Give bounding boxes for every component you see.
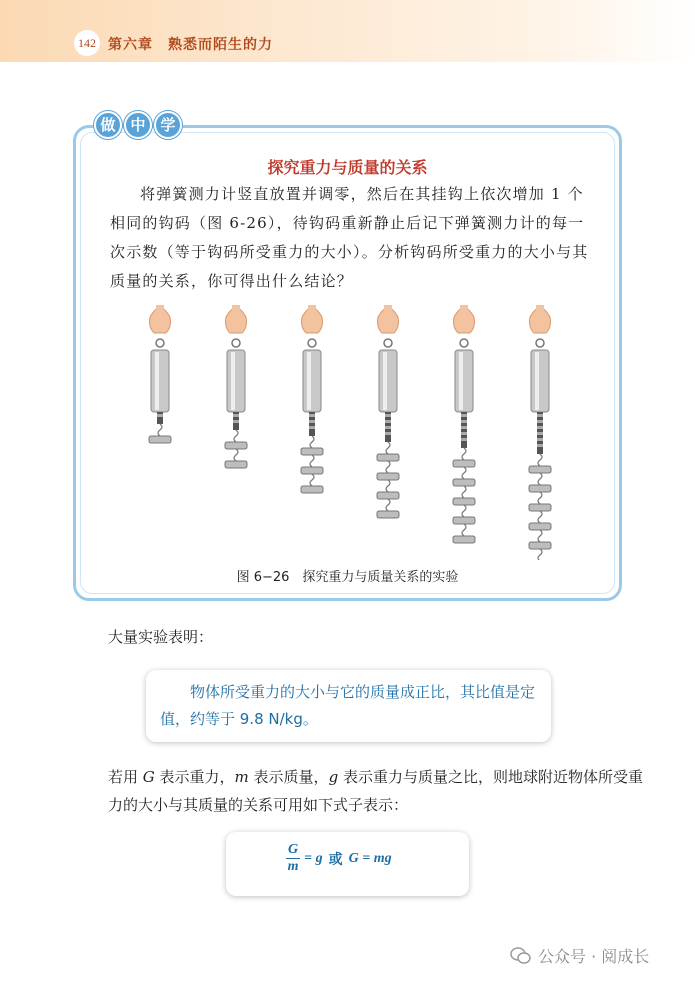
spring-scale: [453, 305, 475, 543]
spring-scale: [149, 305, 171, 443]
spring-scale-figure: [140, 305, 570, 560]
watermark: 公众号 · 阅成长: [510, 944, 649, 967]
activity-title: 探究重力与质量的关系: [267, 158, 428, 177]
paragraph: 大量实验表明：: [108, 628, 214, 646]
wechat-icon: [510, 947, 532, 965]
weight: [529, 485, 551, 492]
page-header: [0, 0, 695, 62]
weight: [453, 498, 475, 505]
weight: [301, 486, 323, 493]
weight: [225, 461, 247, 468]
paragraph: 若用 G 表示重力，m 表示质量，g 表示重力与质量之比，则地球附近物体所受重力的大小与其质量的关系可用如下式子表示：: [108, 768, 643, 814]
page-number: 142: [74, 30, 100, 56]
formula-box: [226, 832, 469, 896]
weight: [377, 473, 399, 480]
spring-scale: [377, 305, 399, 518]
chapter-title: 第六章 熟悉而陌生的力: [108, 37, 273, 53]
weight: [529, 504, 551, 511]
weight: [377, 511, 399, 518]
figure-caption: 图 6−26 探究重力与质量关系的实验: [236, 570, 459, 585]
weight: [377, 454, 399, 461]
weight: [529, 542, 551, 549]
badge-char: 做: [94, 111, 122, 139]
activity-badge: [94, 111, 182, 139]
weight: [225, 442, 247, 449]
weight: [453, 517, 475, 524]
conclusion-box: [146, 670, 551, 742]
badge-char: 中: [124, 111, 152, 139]
weight: [529, 466, 551, 473]
weight: [377, 492, 399, 499]
spring-scale: [301, 305, 323, 493]
spring-scale: [225, 305, 247, 468]
weight: [453, 536, 475, 543]
fraction: $\frac{G}{m}$: [287, 842, 299, 874]
activity-text: 将弹簧测力计竖直放置并调零，然后在其挂钩上依次增加 1 个相同的钩码（图 6-26），待钩码重新静止后记下弹簧测力计的每一次示数（等于钩码所受重力的大小）。分析钩码所受重力的大小与其质量的关系，你可得出什么结论？: [110, 185, 589, 290]
conclusion-text: 物体所受重力的大小与它的质量成正比，其比值是定值，约等于 9.8 N/kg。: [160, 683, 536, 728]
weight: [529, 523, 551, 530]
weight: [453, 479, 475, 486]
weight: [149, 436, 171, 443]
formula: $\frac{G}{m}$ = g 或 G = mg: [287, 842, 392, 874]
weight: [453, 460, 475, 467]
badge-char: 学: [154, 111, 182, 139]
weight: [301, 467, 323, 474]
weight: [301, 448, 323, 455]
spring-scale: [529, 305, 551, 560]
